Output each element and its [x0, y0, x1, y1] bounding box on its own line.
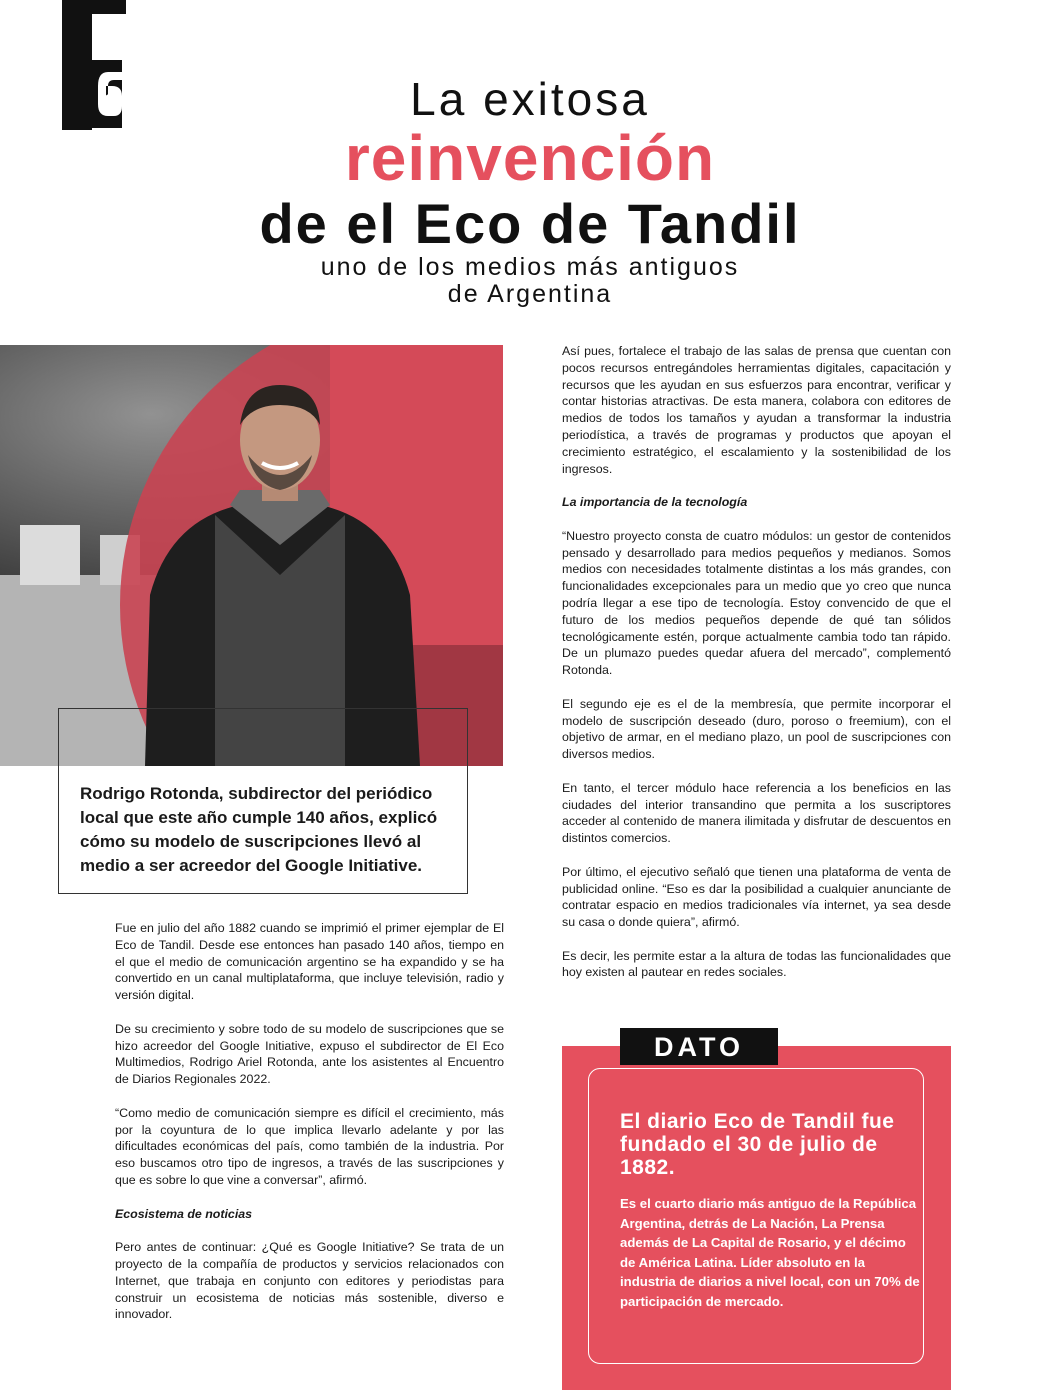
- page-number-graphic: [62, 0, 128, 130]
- left-paragraph-2: De su crecimiento y sobre todo de su modelo de suscripciones que se hizo acreedor del Google Initiative, expuso el subdirector de El Eco Multimedios, Rodrigo Ariel Rotonda, ante los asistentes al Encuentro de Diarios Regionales 2022.: [115, 1021, 504, 1087]
- subtitle-line-1: uno de los medios más antiguos: [320, 253, 740, 281]
- right-paragraph-1: Así pues, fortalece el trabajo de las salas de prensa que cuentan con pocos recursos entregándoles herramientas digitales, capacitación y recursos que les ayudan en sus esfuerzos para encontrar, verificar y contar historias atractivas. De esta manera, colabora con editores de medios de todos los tamaños y ayudan a transformar la industria periodística, a través de programas y productos que apoyan el crecimiento estratégico, el escalamiento y la sostenibilidad de los ingresos.: [562, 344, 951, 476]
- portrait-illustration: [0, 345, 503, 766]
- left-column: [115, 920, 504, 1340]
- right-subheading: La importancia de la tecnología: [562, 495, 748, 510]
- left-paragraph-3: “Como medio de comunicación siempre es difícil el crecimiento, más por la coyuntura de lo que implica llevarlo adelante y por las dificultades económicas del país, como también de la industria. Por eso buscamos otro tipo de ingresos, a través de las suscripciones y que es sobre lo que vine a conversar”, afirmó.: [115, 1105, 504, 1187]
- dato-label: DATO: [620, 1028, 778, 1065]
- right-paragraph-5: Por último, el ejecutivo señaló que tienen una plataforma de venta de publicidad online. “Eso es dar la posibilidad a cualquier anunciante de contratar espacio en medios tradicionales vía internet, ya sea desde su casa o donde quiera”, afirmó.: [562, 864, 951, 930]
- right-paragraph-3: El segundo eje es el de la membresía, que permite incorporar el modelo de suscripción deseado (duro, poroso o freemium), con el objetivo de armar, en el mediano plazo, un pool de suscripciones con diversos medios.: [562, 696, 951, 762]
- article-title: [150, 72, 910, 258]
- left-paragraph-1: Fue en julio del año 1882 cuando se imprimió el primer ejemplar de El Eco de Tandil. Desde ese entonces han pasado 140 años, tiempo en el que el medio de comunicación argentino se ha expandido y se ha convertido en un canal multiplataforma, que incluye televisión, radio y versión digital.: [115, 921, 504, 1003]
- right-paragraph-6: Es decir, les permite estar a la altura de todas las funcionalidades que hoy existen al pautear en redes sociales.: [562, 948, 951, 980]
- article-subtitle: [180, 254, 880, 308]
- subtitle-line-2: de Argentina: [447, 280, 613, 308]
- dato-body: Es el cuarto diario más antiguo de la República Argentina, detrás de La Nación, La Prensa además de La Capital de Rosario, y el décimo de América Latina. Líder absoluto en la industria de diarios a nivel local, con un 70% de participación de mercado.: [620, 1196, 920, 1309]
- portrait-photo: [0, 345, 503, 766]
- right-paragraph-2: “Nuestro proyecto consta de cuatro módulos: un gestor de contenidos pensado y desarrollado para medios pequeños y medianos. Somos medios con necesidades totalmente distintas a los más grandes, con funcionalidades excepcionales para un medio que yo creo que nunca podría llegar a ese tipo de tecnología. Estoy convencido de que el futuro de los medios pequeños depende de qué tan sólidos tecnológicamente estén, porque actualmente cambia todo tan rápido. De un plumazo puedes quedar afuera del mercado”, complementó Rotonda.: [562, 528, 951, 678]
- page-number: [62, 0, 128, 130]
- title-line-3: de el Eco de Tandil: [259, 192, 801, 255]
- right-paragraph-4: En tanto, el tercer módulo hace referencia a los beneficios en las ciudades del interior transandino que permita a los suscriptores acceder al contenido de manera ilimitada y disfrutar de descuentos en distintos comercios.: [562, 780, 951, 846]
- title-line-2: reinvención: [344, 122, 716, 194]
- right-column: [562, 343, 951, 998]
- title-line-1: La exitosa: [410, 73, 650, 125]
- photo-caption: Rodrigo Rotonda, subdirector del periódico local que este año cumple 140 años, explicó cómo su modelo de suscripciones llevó al medio a ser acreedor del Google Initiative.: [80, 784, 438, 875]
- left-paragraph-4: Pero antes de continuar: ¿Qué es Google Initiative? Se trata de un proyecto de la compañía de productos y servicios relacionados con Internet, que trabaja en conjunto con editores y periodistas para construir un ecosistema de noticias más sostenible, diverso e innovador.: [115, 1240, 504, 1322]
- dato-heading: El diario Eco de Tandil fue fundado el 30 de julio de 1882.: [620, 1110, 895, 1179]
- left-subheading: Ecosistema de noticias: [115, 1206, 253, 1221]
